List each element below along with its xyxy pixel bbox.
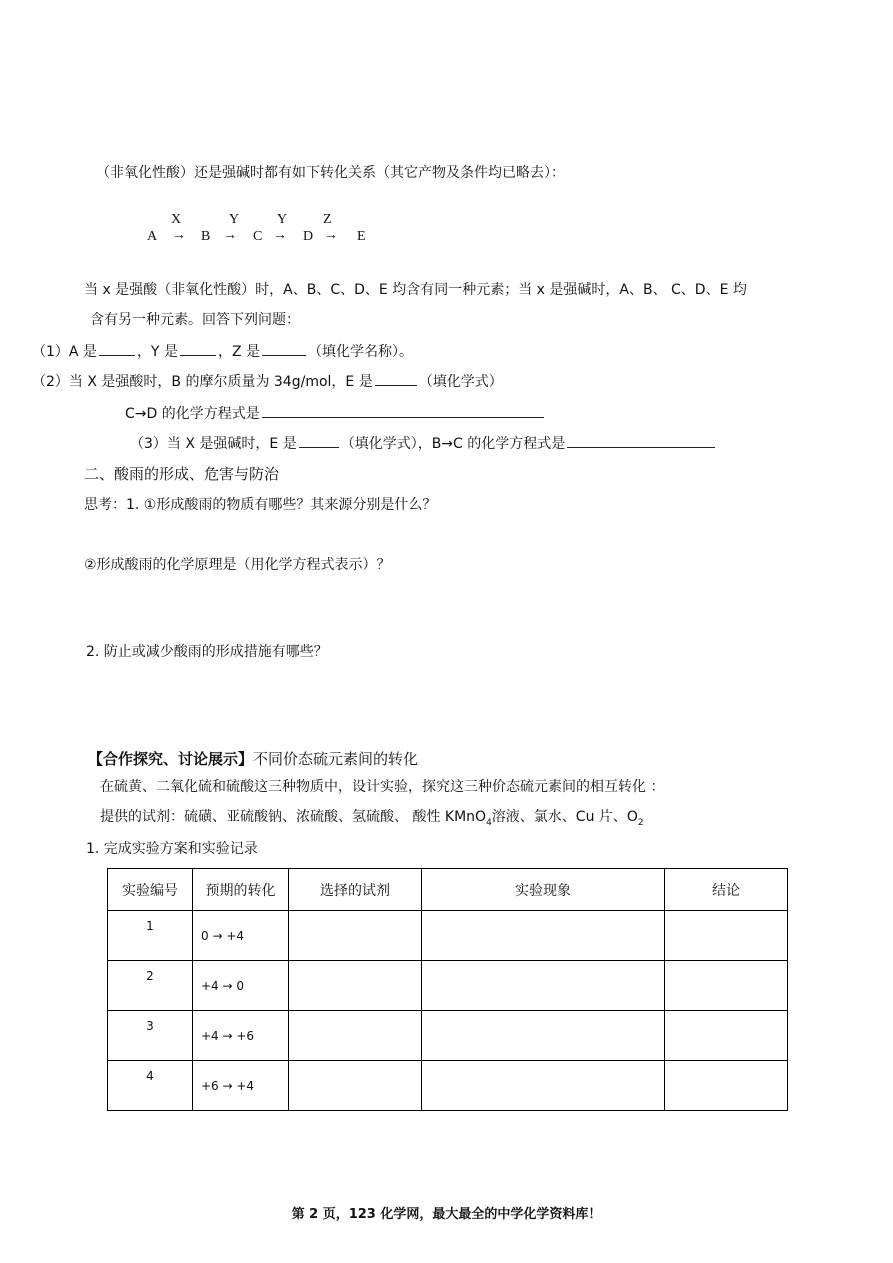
- expected-conversion: 0 → +4: [193, 911, 289, 961]
- reagent-y-2: Y: [277, 212, 288, 227]
- coop-description: 在硫黄、二氧化硫和硫酸这三种物质中，设计实验，探究这三种价态硫元素间的相互转化 ：: [100, 779, 665, 795]
- answer-blank-e[interactable]: [375, 370, 417, 386]
- node-c: C: [253, 229, 263, 244]
- question-2: [32, 370, 503, 391]
- q1-part-d: （填化学名称）。: [308, 344, 413, 360]
- arrow-icon: →: [223, 228, 237, 243]
- q2-part-c: C→D 的化学方程式是: [125, 406, 260, 422]
- expected-conversion: +4 → +6: [193, 1011, 289, 1061]
- intro-line: （非氧化性酸）还是强碱时都有如下转化关系（其它产物及条件均已略去）：: [96, 165, 565, 181]
- reagent-cell[interactable]: [289, 1061, 422, 1111]
- header-phenomenon: 实验现象: [422, 869, 665, 911]
- table-header-row: [108, 869, 788, 911]
- question-2-equation: [125, 402, 546, 423]
- think-question-2: ②形成酸雨的化学原理是（用化学方程式表示）？: [84, 557, 391, 573]
- q2-part-a: （2）当 X 是强酸时，B 的摩尔质量为 34g/mol，E 是: [32, 374, 373, 390]
- node-b: B: [201, 229, 211, 244]
- reagents-text-a: 提供的试剂：硫磺、亚硫酸钠、浓硫酸、氢硫酸、 酸性 KMnO: [100, 809, 487, 825]
- experiment-table: [107, 868, 788, 1111]
- reagent-cell[interactable]: [289, 1011, 422, 1061]
- phenomenon-cell[interactable]: [422, 1011, 665, 1061]
- experiment-number: 1: [108, 911, 193, 961]
- reagents-text-b: 溶液、氯水、Cu 片、O: [491, 809, 638, 825]
- phenomenon-cell[interactable]: [422, 1061, 665, 1111]
- page-footer: 第 2 页，123 化学网，最大最全的中学化学资料库！: [291, 1207, 602, 1222]
- node-d: D: [303, 229, 314, 244]
- experiment-number: 3: [108, 1011, 193, 1061]
- arrow-icon: →: [172, 228, 186, 243]
- reagent-y-1: Y: [229, 212, 240, 227]
- answer-blank-z[interactable]: [262, 340, 306, 356]
- coop-bracket-title: 【合作探究、讨论展示】: [88, 750, 254, 768]
- phenomenon-cell[interactable]: [422, 961, 665, 1011]
- paragraph-line-2: 含有另一种元素。回答下列问题：: [90, 312, 300, 328]
- think-question-3: 2. 防止或减少酸雨的形成措施有哪些？: [86, 644, 328, 660]
- conclusion-cell[interactable]: [665, 961, 788, 1011]
- q1-part-a: （1）A 是: [32, 344, 97, 360]
- header-selected-reagents: 选择的试剂: [289, 869, 422, 911]
- q3-part-a: （3）当 X 是强碱时，E 是: [130, 436, 297, 452]
- conclusion-cell[interactable]: [665, 1061, 788, 1111]
- q3-part-b: （填化学式），B→C 的化学方程式是: [340, 436, 566, 452]
- answer-blank-e-formula[interactable]: [299, 432, 339, 448]
- section-2-title: 二、酸雨的形成、危害与防治: [84, 465, 280, 483]
- conclusion-cell[interactable]: [665, 1011, 788, 1061]
- header-conclusion: 结论: [665, 869, 788, 911]
- answer-blank-a[interactable]: [99, 340, 135, 356]
- table-row: [108, 911, 788, 961]
- reagent-cell[interactable]: [289, 911, 422, 961]
- subscript-2: 2: [637, 817, 644, 828]
- task-1-label: 1. 完成实验方案和实验记录: [86, 841, 258, 857]
- reagent-z: Z: [323, 212, 332, 227]
- node-e: E: [357, 229, 366, 244]
- table-row: [108, 961, 788, 1011]
- reagent-x: X: [171, 212, 182, 227]
- arrow-icon: →: [273, 228, 287, 243]
- answer-blank-bc-equation[interactable]: [567, 432, 715, 448]
- question-1: [32, 340, 413, 361]
- answer-blank-y[interactable]: [180, 340, 216, 356]
- q1-part-c: ，Z 是: [217, 344, 260, 360]
- node-a: A: [147, 229, 158, 244]
- coop-title-rest: 不同价态硫元素间的转化: [253, 750, 419, 768]
- q2-part-b: （填化学式）: [418, 374, 503, 390]
- answer-blank-cd-equation[interactable]: [262, 402, 544, 418]
- reagent-cell[interactable]: [289, 961, 422, 1011]
- provided-reagents: [100, 806, 644, 828]
- table-row: [108, 1011, 788, 1061]
- conclusion-cell[interactable]: [665, 911, 788, 961]
- q1-part-b: ，Y 是: [136, 344, 178, 360]
- arrow-icon: →: [324, 228, 338, 243]
- expected-conversion: +4 → 0: [193, 961, 289, 1011]
- table-row: [108, 1061, 788, 1111]
- conversion-chain-diagram: [147, 212, 377, 248]
- experiment-number: 4: [108, 1061, 193, 1111]
- experiment-number: 2: [108, 961, 193, 1011]
- header-expected-conversion: 预期的转化: [193, 869, 289, 911]
- cooperative-inquiry-title: [88, 748, 418, 769]
- header-experiment-no: 实验编号: [108, 869, 193, 911]
- phenomenon-cell[interactable]: [422, 911, 665, 961]
- expected-conversion: +6 → +4: [193, 1061, 289, 1111]
- paragraph-line-1: 当 x 是强酸（非氧化性酸）时，A、B、C、D、E 均含有同一种元素；当 x 是强碱时，A、B、 C、D、E 均: [84, 282, 747, 298]
- subscript-4: 4: [486, 817, 492, 828]
- think-question-1: 思考：1. ①形成酸雨的物质有哪些？其来源分别是什么？: [84, 497, 437, 513]
- question-3: [130, 432, 717, 453]
